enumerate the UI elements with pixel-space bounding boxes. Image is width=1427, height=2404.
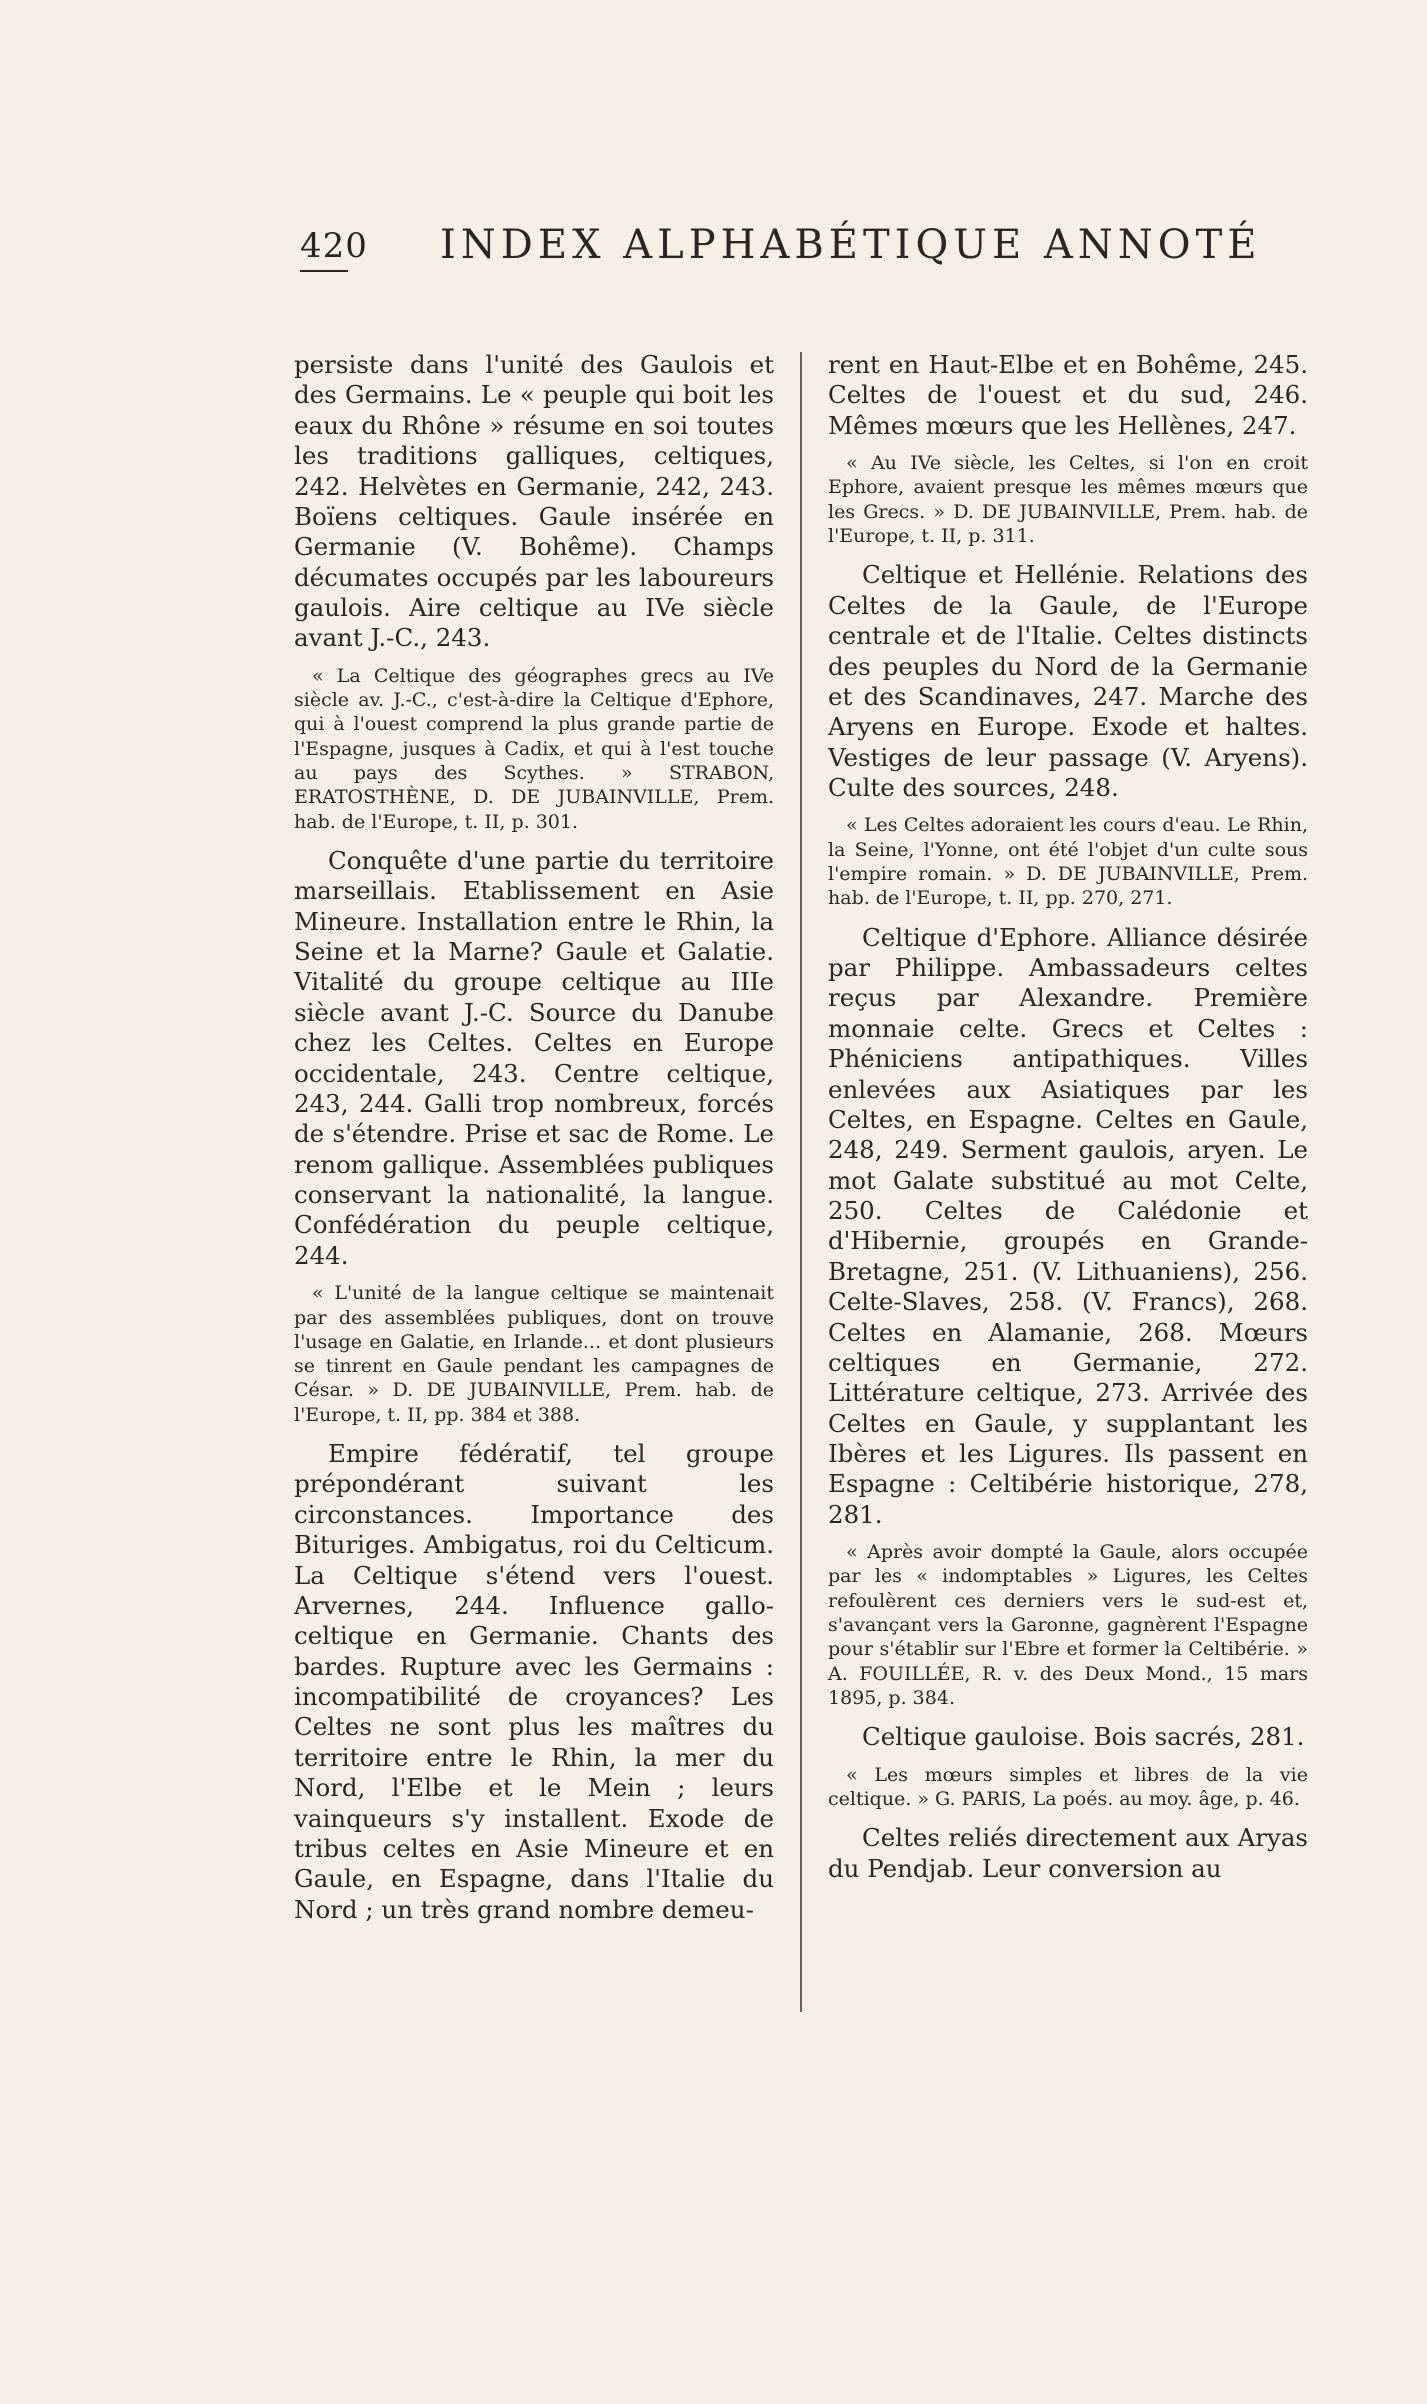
entry-paragraph: Celtes reliés directement aux Aryas du Pendjab. Leur conversion au [828,1823,1308,1883]
entry-paragraph: rent en Haut-Elbe et en Bohême, 245. Celtes de l'ouest et du sud, 246. Mêmes mœurs que les Hellènes, 247. [828,350,1308,440]
right-column [828,350,1308,1894]
citation-quote: « Les mœurs simples et libres de la vie celtique. » G. PARIS, La poés. au moy. âge, p. 46. [828,1763,1308,1810]
entry-paragraph: Celtique et Hellénie. Relations des Celtes de la Gaule, de l'Europe centrale et de l'Italie. Celtes distincts des peuples du Nord de la Germanie et des Scandinaves, 247. Marche des Aryens en Europe. Exode et haltes. Vestiges de leur passage (V. Aryens). Culte des sources, 248. [828,560,1308,802]
entry-paragraph: Celtique d'Ephore. Alliance désirée par Philippe. Ambassadeurs celtes reçus par Alexandre. Première monnaie celte. Grecs et Celtes : Phéniciens antipathiques. Villes enlevées aux Asiatiques par les Celtes, en Espagne. Celtes en Gaule, 248, 249. Serment gaulois, aryen. Le mot Galate substitué au mot Celte, 250. Celtes de Calédonie et d'Hibernie, groupés en Grande-Bretagne, 251. (V. Lithuaniens), 256. Celte-Slaves, 258. (V. Francs), 268. Celtes en Alamanie, 268. Mœurs celtiques en Germanie, 272. Littérature celtique, 273. Arrivée des Celtes en Gaule, y supplantant les Ibères et les Ligures. Ils passent en Espagne : Celtibérie historique, 278, 281. [828,922,1308,1529]
citation-quote: « Les Celtes adoraient les cours d'eau. Le Rhin, la Seine, l'Yonne, ont été l'objet d'un culte sous l'empire romain. » D. DE JUBAINVILLE, Prem. hab. de l'Europe, t. II, pp. 270, 271. [828,814,1308,910]
entry-paragraph: Celtique gauloise. Bois sacrés, 281. [862,1722,1305,1752]
header-rule [300,270,348,272]
page-number: 420 [300,226,368,266]
running-title: INDEX ALPHABÉTIQUE ANNOTÉ [440,222,1262,268]
citation-quote: « Après avoir dompté la Gaule, alors occupée par les « indomptables » Ligures, les Celtes refoulèrent ces derniers vers le sud-est et, s'avançant vers la Garonne, gagnèrent l'Espagne pour s'établir sur l'Ebre et former la Celtibérie. » A. FOUILLÉE, R. v. des Deux Mond., 15 mars 1895, p. 384. [828,1541,1308,1709]
citation-quote: « L'unité de la langue celtique se maintenait par des assemblées publiques, dont on trouve l'usage en Galatie, en Irlande... et dont plusieurs se tinrent en Gaule pendant les campagnes de César. » D. DE JUBAINVILLE, Prem. hab. de l'Europe, t. II, pp. 384 et 388. [294,1282,774,1426]
entry-paragraph: Empire fédératif, tel groupe prépondérant suivant les circonstances. Importance des Bituriges. Ambigatus, roi du Celticum. La Celtique s'étend vers l'ouest. Arvernes, 244. Influence gallo-celtique en Germanie. Chants des bardes. Rupture avec les Germains : incompatibilité de croyances? Les Celtes ne sont plus les maîtres du territoire entre le Rhin, la mer du Nord, l'Elbe et le Mein ; leurs vainqueurs s'y installent. Exode de tribus celtes en Asie Mineure et en Gaule, en Espagne, dans l'Italie du Nord ; un très grand nombre demeu- [294,1439,774,1924]
citation-quote: « Au IVe siècle, les Celtes, si l'on en croit Ephore, avaient presque les mêmes mœurs que les Grecs. » D. DE JUBAINVILLE, Prem. hab. de l'Europe, t. II, p. 311. [828,452,1308,548]
entry-paragraph: Conquête d'une partie du territoire marseillais. Etablissement en Asie Mineure. Installation entre le Rhin, la Seine et la Marne? Gaule et Galatie. Vitalité du groupe celtique au IIIe siècle avant J.-C. Source du Danube chez les Celtes. Celtes en Europe occidentale, 243. Centre celtique, 243, 244. Galli trop nombreux, forcés de s'étendre. Prise et sac de Rome. Le renom gallique. Assemblées publiques conservant la nationalité, la langue. Confédération du peuple celtique, 244. [294,845,774,1270]
page-header [300,222,1262,282]
citation-quote: « La Celtique des géographes grecs au IVe siècle av. J.-C., c'est-à-dire la Celtique d'Ephore, qui à l'ouest comprend la plus grande partie de l'Espagne, jusques à Cadix, et qui à l'est touche au pays des Scythes. » STRABON, ERATOSTHÈNE, D. DE JUBAINVILLE, Prem. hab. de l'Europe, t. II, p. 301. [294,664,774,833]
entry-paragraph: persiste dans l'unité des Gaulois et des Germains. Le « peuple qui boit les eaux du Rhône » résume en soi toutes les traditions galliques, celtiques, 242. Helvètes en Germanie, 242, 243. Boïens celtiques. Gaule insérée en Germanie (V. Bohême). Champs décumates occupés par les laboureurs gaulois. Aire celtique au IVe siècle avant J.-C., 243. [294,350,774,653]
left-column [294,350,774,1935]
column-divider [800,352,802,2012]
